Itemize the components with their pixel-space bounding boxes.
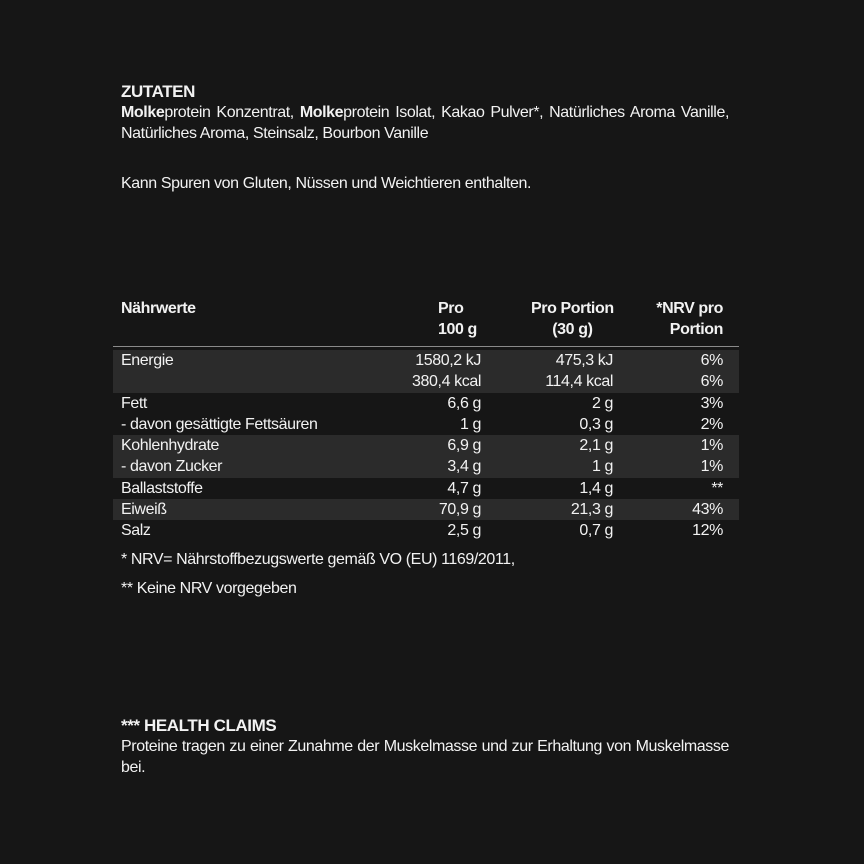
header-portion-line1: Pro Portion — [531, 300, 614, 317]
row-portion: 114,4 kcal — [545, 373, 613, 391]
header-nrv-line2: Portion — [669, 321, 723, 338]
row-portion: 0,7 g — [579, 522, 613, 540]
allergen-note: Kann Spuren von Gluten, Nüssen und Weichtieren enthalten. — [121, 175, 532, 192]
row-label: Salz — [121, 522, 151, 540]
table-row — [113, 435, 739, 456]
header-portion-line2: (30 g) — [552, 321, 593, 338]
row-portion: 1 g — [591, 458, 613, 476]
footnote-nrv: * NRV= Nährstoffbezugswerte gemäß VO (EU) 1169/2011, — [121, 551, 515, 568]
row-portion: 1,4 g — [579, 479, 613, 497]
row-label: Energie — [121, 352, 174, 369]
row-per100: 1 g — [459, 415, 481, 433]
table-row — [113, 499, 739, 520]
row-portion: 21,3 g — [570, 501, 613, 519]
header-per100 — [438, 298, 477, 340]
row-label: - davon Zucker — [121, 458, 223, 476]
row-portion: 2 g — [591, 394, 613, 412]
row-nrv: 1% — [700, 437, 723, 455]
row-per100: 6,6 g — [447, 394, 481, 412]
header-name: Nährwerte — [121, 300, 196, 317]
nutrition-table-header — [113, 298, 739, 347]
ingredient-bold-2: Molke — [299, 104, 344, 121]
footnote-no-nrv: ** Keine NRV vorgegeben — [121, 580, 297, 597]
header-nrv — [656, 298, 723, 340]
nutrition-table-body — [113, 350, 739, 542]
ingredients-section — [121, 82, 729, 144]
row-portion: 475,3 kJ — [555, 352, 613, 369]
table-row — [113, 456, 739, 477]
row-label: - davon gesättigte Fettsäuren — [121, 415, 318, 433]
header-portion — [531, 298, 614, 340]
row-nrv: 6% — [700, 373, 723, 391]
table-row — [113, 520, 739, 541]
row-per100: 4,7 g — [447, 479, 481, 497]
row-nrv: 1% — [700, 458, 723, 476]
row-label: Eiweiß — [121, 501, 167, 519]
row-portion: 0,3 g — [579, 415, 613, 433]
row-nrv: 12% — [692, 522, 723, 540]
row-nrv: 2% — [700, 415, 723, 433]
health-claims-title: *** HEALTH CLAIMS — [121, 716, 277, 735]
row-portion: 2,1 g — [579, 437, 613, 455]
row-nrv: 6% — [700, 352, 723, 369]
nutrition-table — [113, 298, 739, 542]
row-per100: 70,9 g — [438, 501, 481, 519]
ingredient-bold-1: Molke — [121, 104, 165, 121]
row-label: Fett — [121, 394, 147, 412]
health-claims-text: Proteine tragen zu einer Zunahme der Muskelmasse und zur Erhaltung von Muskelmasse bei. — [121, 738, 729, 776]
header-per100-line2: 100 g — [438, 321, 477, 338]
row-nrv: 3% — [700, 394, 723, 412]
ingredient-text-1: protein Konzentrat, — [164, 104, 300, 121]
row-per100: 1580,2 kJ — [415, 352, 481, 369]
ingredient-text-2: protein Isolat, Kakao Pulver*, Natürliches Aroma Vanille, Natürliches Aroma, Steinsalz, Bourbon Vanille — [121, 104, 729, 142]
table-row — [113, 414, 739, 435]
header-nrv-line1: *NRV pro — [656, 300, 723, 317]
table-row — [113, 393, 739, 414]
row-per100: 6,9 g — [447, 437, 481, 455]
row-label: Kohlenhydrate — [121, 437, 219, 455]
header-per100-line1: Pro — [438, 300, 464, 317]
row-per100: 380,4 kcal — [412, 373, 481, 391]
table-row — [113, 478, 739, 499]
health-claims-section — [121, 716, 729, 778]
row-nrv: ** — [711, 479, 723, 497]
table-row — [113, 350, 739, 371]
footnotes — [121, 551, 515, 609]
row-per100: 2,5 g — [447, 522, 481, 540]
row-per100: 3,4 g — [447, 458, 481, 476]
table-row — [113, 371, 739, 392]
ingredients-title: ZUTATEN — [121, 82, 195, 101]
row-label: Ballaststoffe — [121, 479, 203, 497]
ingredients-text — [121, 102, 729, 144]
row-nrv: 43% — [692, 501, 723, 519]
